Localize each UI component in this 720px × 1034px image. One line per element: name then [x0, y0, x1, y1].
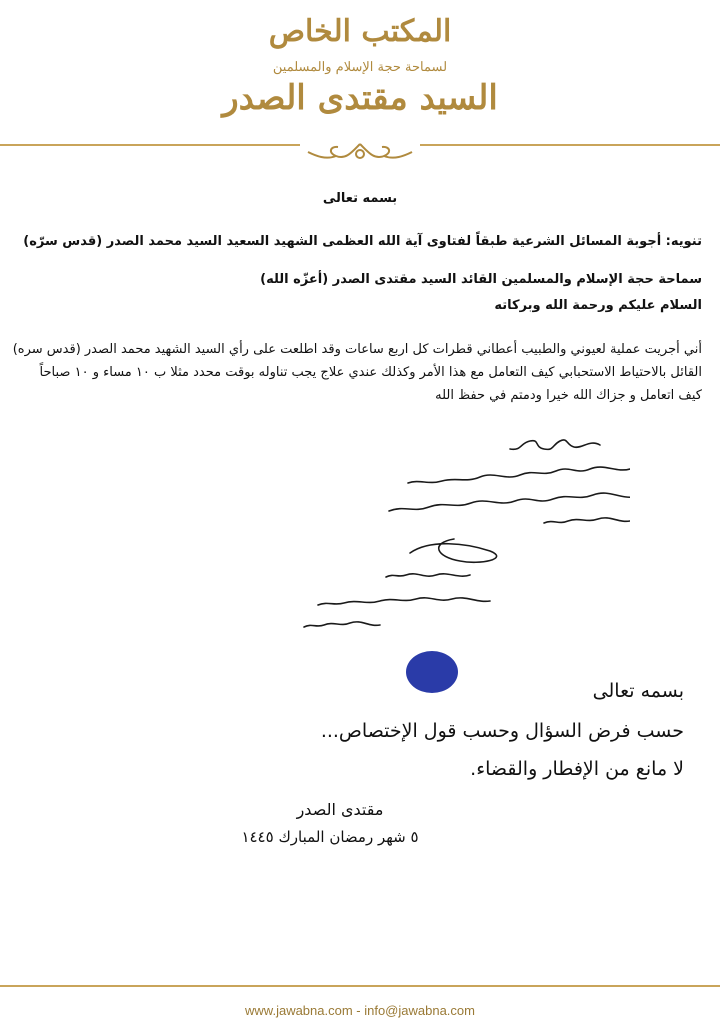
office-title: المكتب الخاص [268, 14, 452, 49]
answer-date: ٥ شهر رمضان المبارك ١٤٤٥ [241, 828, 419, 846]
footer-contact: www.jawabna.com - info@jawabna.com [245, 1003, 475, 1018]
answer-line-2: لا مانع من الإفطار والقضاء. [470, 758, 684, 780]
question-bismillah: بسمه تعالى [322, 191, 398, 206]
question-greeting: السلام عليكم ورحمة الله وبركاته [494, 298, 702, 313]
footer-divider [0, 985, 720, 987]
answer-line-1: حسب فرض السؤال وحسب قول الإختصاص... [320, 720, 684, 742]
handwritten-answer [300, 425, 630, 645]
office-subtitle: لسماحة حجة الإسلام والمسلمين [272, 60, 448, 75]
question-body: أني أجريت عملية لعيوني والطبيب أعطاني قطرات كل اربع ساعات وقد اطلعت على رأي السيد الشهيد محمد الصدر (قدس سره) القائل بالاحتياط الاستحبابي كيف التعامل مع هذا الأمر وكذلك عندي علاج يجب تناوله بوقت محدد مثلا ب ١٠ مساء و ١٠ صباحاً كيف اتعامل و جزاك الله خيرا ودمتم في حفظ الله [12, 342, 702, 403]
letterhead [0, 0, 720, 150]
answer-bismillah: بسمه تعالى [592, 680, 684, 702]
question-notice: تنويه: أجوبة المسائل الشرعية طبقاً لفتاوى آية الله العظمى الشهيد السعيد السيد محمد الصدر (قدس سرّه) [23, 234, 702, 249]
ornament-icon [300, 138, 420, 168]
office-name: السيد مقتدى الصدر [222, 78, 498, 118]
question-address: سماحة حجة الإسلام والمسلمين القائد السيد مقتدى الصدر (أعزّه الله) [260, 272, 702, 287]
answer-signer: مقتدى الصدر [296, 800, 384, 819]
